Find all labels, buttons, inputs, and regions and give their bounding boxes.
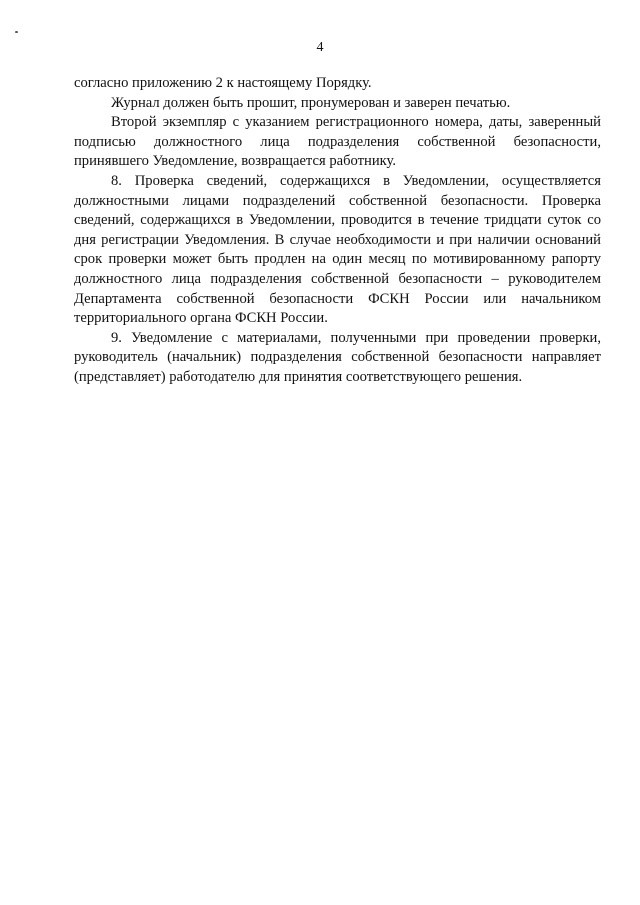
paragraph-second-copy: Второй экземпляр с указанием регистрационного номера, даты, заверенный подписью должностного лица подразделения собственной безопасности, принявшего Уведомление, возвращается работнику. bbox=[74, 114, 601, 170]
scan-speck bbox=[15, 31, 18, 33]
paragraph-continuation: согласно приложению 2 к настоящему Порядку. bbox=[74, 75, 372, 91]
page-number: 4 bbox=[316, 40, 324, 55]
paragraph-item-8: 8. Проверка сведений, содержащихся в Уведомлении, осуществляется должностными лицами подразделений собственной безопасности. Проверка сведений, содержащихся в Уведомлении, проводится в течение тридцати суток со дня регистрации Уведомления. В случае необходимости и при наличии оснований срок проверки может быть продлен на один месяц по мотивированному рапорту должностного лица подразделения собственной безопасности – руководителем Департамента собственной безопасности ФСКН России или начальником территориального органа ФСКН России. bbox=[74, 172, 601, 327]
paragraph-journal-binding: Журнал должен быть прошит, пронумерован и заверен печатью. bbox=[111, 94, 511, 111]
document-body bbox=[74, 74, 601, 388]
paragraph-item-9: 9. Уведомление с материалами, полученными при проведении проверки, руководитель (начальник) подразделения собственной безопасности направляет (представляет) работодателю для принятия соответствующего решения. bbox=[74, 329, 601, 385]
